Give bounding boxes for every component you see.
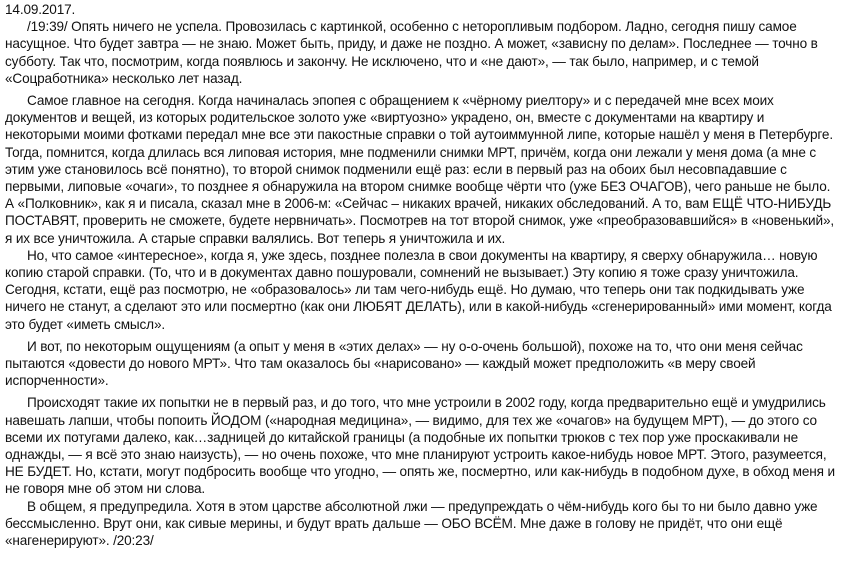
entry-date: 14.09.2017. [5, 2, 76, 17]
paragraph-attempts: Происходят такие их попытки не в первый раз, и до того, что мне устроили в 2002 году, когда предварительно ещё и умудрились навешать лапши, чтобы попоить ЙОДОМ («народная медицина», — видимо, для тех же «очагов» на будущем МРТ), — до этого со всеми их потугами далеко, как…задницей до китайской границы (а подобные их попытки трюков с тех пор уже проскакивали не однажды, — я всё это знаю наизусть), — но очень похоже, что мне планируют устроить какое-нибудь новое МРТ. Этого, разумеется, НЕ БУДЕТ. Но, кстати, могут подбросить вообще что угодно, — опять же, посмертно, или как-нибудь в подобном духе, в обход меня и не говоря мне об этом ни слова. [5, 395, 835, 497]
paragraph-mrt: И вот, по некоторым ощущениям (а опыт у меня в «этих делах» — ну о-о-очень большой), похоже на то, что они меня сейчас пытаются «довести до нового МРТ». Что там оказалось бы «нарисовано» — каждый может предположить «в меру своей испорченности». [5, 338, 803, 389]
paragraph-main: Самое главное на сегодня. Когда начиналась эпопея с обращением к «чёрному риелтору» и с передачей мне всех моих документов и вещей, из которых родительское золото уже «виртуозно» украдено, он, вместе с документами на квартиру и некоторыми моими фотками передал мне все эти пакостные справки о той аутоиммунной липе, которые нашёл у меня в Петербурге. Тогда, помнится, когда длилась вся липовая история, мне подменили снимки МРТ, причём, когда они лежали у меня дома (а мне с этим уже становилось всё понятно), то второй снимок подменили ещё раз: если в первый раз на обоих был несовпадавшие с первыми, липовые «очаги», то позднее я обнаружила на втором снимке вообще чёрти что (уже БЕЗ ОЧАГОВ), чего раньше не было. А «Полковник», как я и писала, сказал мне в 2006-м: «Сейчас – никаких врачей, никаких обследований. А то, вам ЕЩЁ ЧТО-НИБУДЬ ПОСТАВЯТ, проверить не сможете, будете нервничать». Посмотрев на тот второй снимок, уже «преобразовавшийся» в «новенький», я их все уничтожила. А старые справки валялись. Вот теперь я уничтожила и их. [5, 93, 834, 246]
paragraph-copy: Но, что самое «интересное», когда я, уже здесь, позднее полезла в свои документы на квартиру, я сверху обнаружила… новую копию старой справки. (То, что и в документах давно пошуровали, сомнений не вызывает.) Эту копию я тоже сразу уничтожила. Сегодня, кстати, ещё раз посмотрю, не «образовалось» ли там чего-нибудь ещё. Но думаю, что теперь они так подкидывать уже ничего не станут, а сделают это или посмертно (как они ЛЮБЯТ ДЕЛАТЬ), или в какой-нибудь «сгенерированный» ими момент, когда это будет «иметь смысл». [5, 247, 832, 332]
paragraph-warning: В общем, я предупредила. Хотя в этом царстве абсолютной лжи — предупреждать о чём-нибудь кого бы то ни было давно уже бессмысленно. Врут они, как сивые мерины, и будут врать дальше — ОБО ВСЁМ. Мне даже в голову не придёт, что они ещё «нагенерируют». /20:23/ [5, 498, 818, 549]
paragraph-intro: /19:39/ Опять ничего не успела. Провозилась с картинкой, особенно с неторопливым подбором. Ладно, сегодня пишу самое насущное. Что будет завтра — не знаю. Может быть, приду, и даже не поздно. А может, «зависну по делам». Последнее — точно в субботу. Так что, посмотрим, когда появлюсь и закончу. Не исключено, что и «не дают», — так было, например, и с темой «Соцработника» несколько лет назад. [5, 19, 818, 86]
